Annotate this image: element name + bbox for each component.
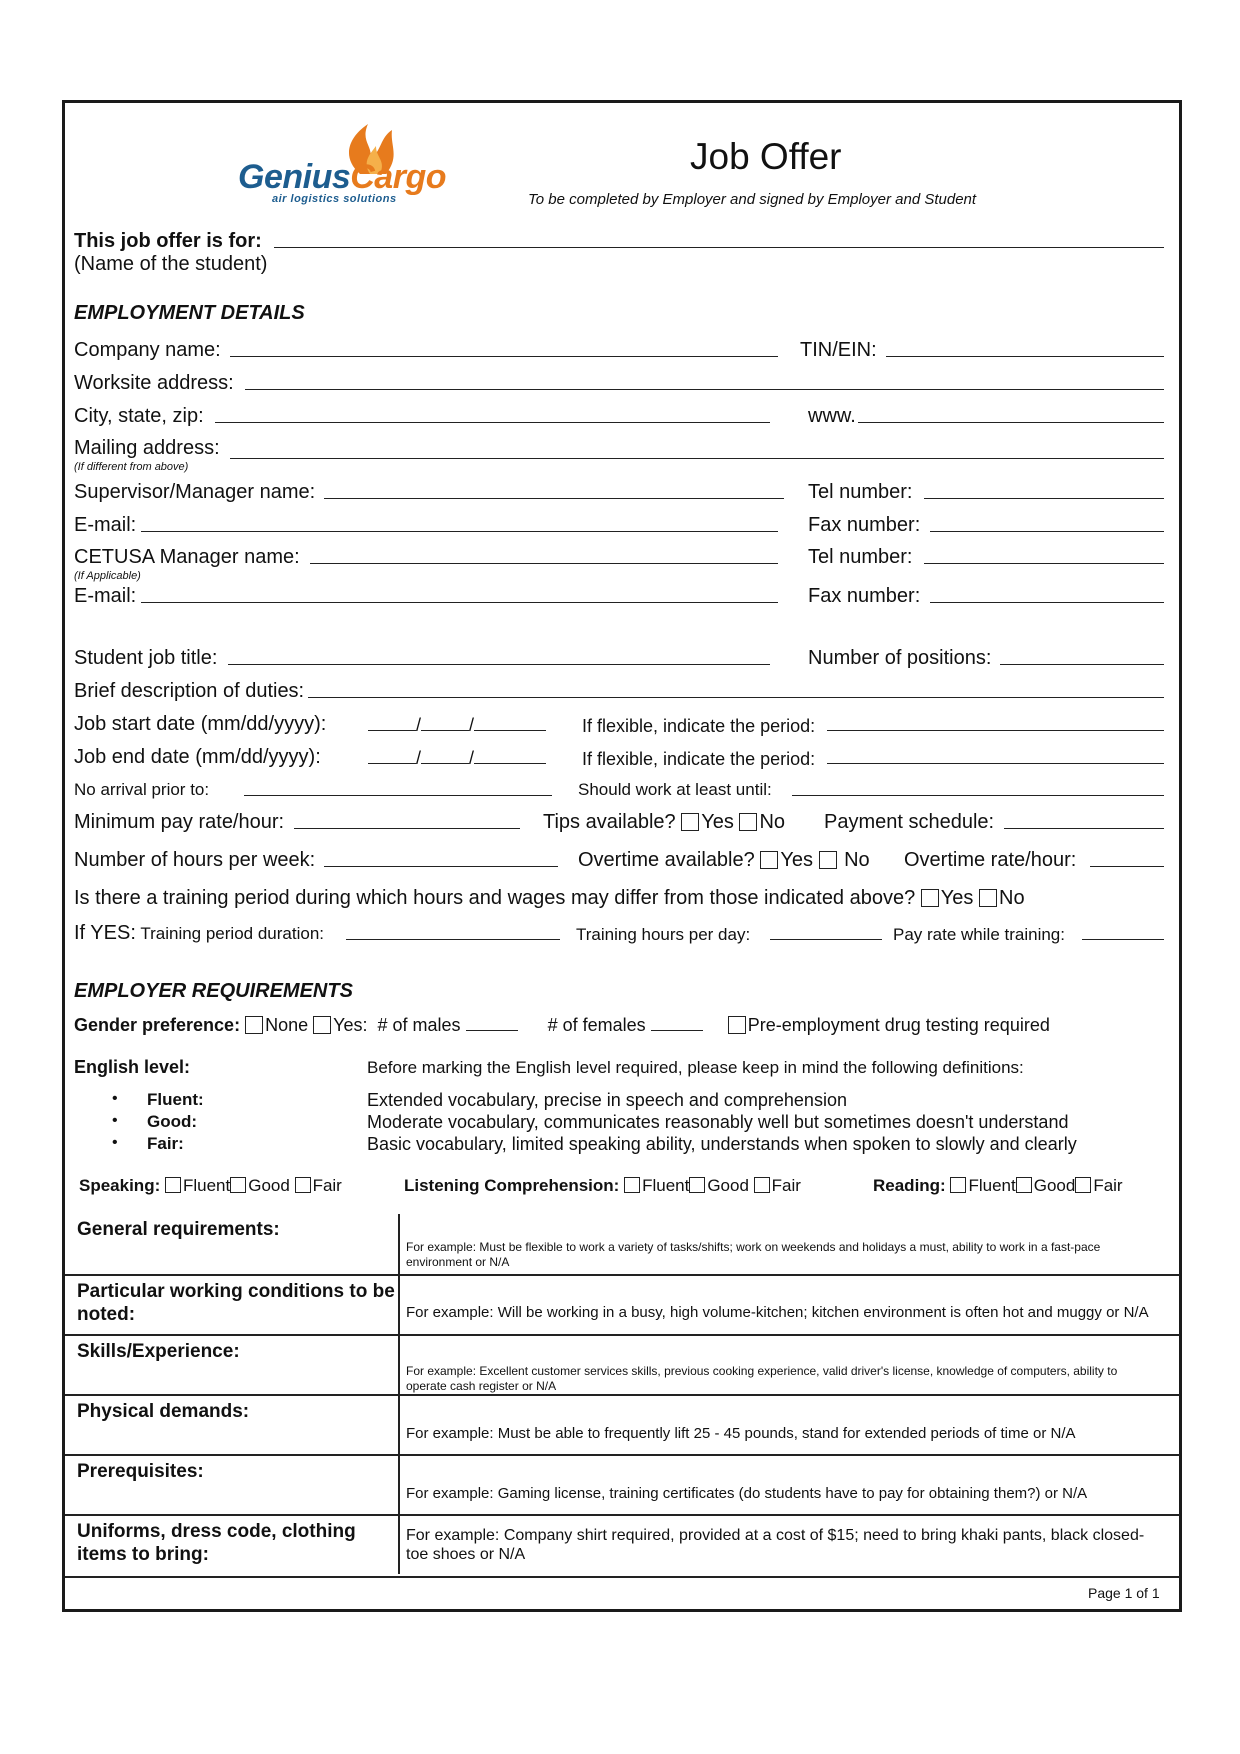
requirements-heading: EMPLOYER REQUIREMENTS: [74, 980, 353, 1002]
website-field[interactable]: [858, 405, 1164, 423]
table-row: [65, 1214, 1180, 1274]
req-desc[interactable]: For example: Must be flexible to work a variety of tasks/shifts; work on weekends and holidays a must, ability to work in a fast-pace environment or N/A: [406, 1240, 1101, 1269]
req-label: Uniforms, dress code, clothing items to bring:: [77, 1521, 356, 1565]
cetusa-label: CETUSA Manager name:: [74, 546, 300, 568]
training-question: Is there a training period during which hours and wages may differ from those indicated above? Yes No: [74, 887, 1025, 909]
gender-row: Gender preference: None Yes: # of males # of females Pre-employment drug testing required: [74, 1015, 1050, 1035]
listening-good-checkbox[interactable]: [689, 1177, 705, 1193]
start-date-field[interactable]: / /: [368, 713, 546, 736]
level-definition: Moderate vocabulary, communicates reasonably well but sometimes doesn't understand: [367, 1112, 1069, 1132]
no-arrival-field[interactable]: [244, 778, 552, 796]
req-label: Physical demands:: [77, 1401, 250, 1422]
reading-good-checkbox[interactable]: [1016, 1177, 1032, 1193]
req-desc[interactable]: For example: Company shirt required, provided at a cost of $15; need to bring khaki pants, black closed-toe shoes or N/A: [406, 1527, 1145, 1563]
overtime-yes-checkbox[interactable]: [760, 851, 778, 869]
bullet-dot: •: [112, 1112, 118, 1129]
reading-fluent-checkbox[interactable]: [950, 1177, 966, 1193]
cetusa-field[interactable]: [310, 546, 778, 564]
employment-heading: EMPLOYMENT DETAILS: [74, 302, 305, 324]
tin-field[interactable]: [886, 339, 1164, 357]
req-desc[interactable]: For example: Will be working in a busy, high volume-kitchen; kitchen environment is often hot and muggy or N/A: [406, 1304, 1149, 1321]
overtime-rate-label: Overtime rate/hour:: [904, 849, 1077, 871]
tips-no-checkbox[interactable]: [739, 813, 757, 831]
company-name-label: Company name:: [74, 339, 221, 361]
listening-row: Listening Comprehension: Fluent Good Fair: [404, 1176, 801, 1195]
page-title: Job Offer: [690, 136, 842, 177]
mailing-label: Mailing address:: [74, 437, 220, 459]
tel2-label: Tel number:: [808, 546, 913, 568]
offer-for-label: This job offer is for:: [74, 230, 262, 252]
positions-field[interactable]: [1000, 647, 1164, 665]
table-row: [65, 1334, 1180, 1396]
req-label: Particular working conditions to be noted:: [77, 1281, 395, 1325]
no-arrival-label: No arrival prior to:: [74, 780, 210, 799]
positions-label: Number of positions:: [808, 647, 992, 669]
table-row: [65, 1454, 1180, 1516]
work-until-field[interactable]: [792, 778, 1164, 796]
req-desc[interactable]: For example: Gaming license, training certificates (do students have to pay for obtaining them?) or N/A: [406, 1485, 1088, 1502]
tel1-field[interactable]: [924, 481, 1164, 499]
supervisor-label: Supervisor/Manager name:: [74, 481, 316, 503]
email1-field[interactable]: [141, 514, 778, 532]
bullet-dot: •: [112, 1134, 118, 1151]
listening-fair-checkbox[interactable]: [754, 1177, 770, 1193]
table-row: [65, 1514, 1180, 1578]
flexible2-label: If flexible, indicate the period:: [582, 749, 816, 769]
fax2-field[interactable]: [930, 585, 1164, 603]
flexible2-field[interactable]: [827, 746, 1164, 764]
cetusa-note: (If Applicable): [74, 570, 141, 582]
speaking-fluent-checkbox[interactable]: [165, 1177, 181, 1193]
drug-test-checkbox[interactable]: [728, 1016, 746, 1034]
email1-label: E-mail:: [74, 514, 137, 536]
req-label: General requirements:: [77, 1219, 280, 1240]
min-pay-field[interactable]: [294, 811, 520, 829]
hours-week-field[interactable]: [324, 849, 558, 867]
logo-wordmark: GeniusCargo: [238, 158, 446, 196]
training-hours-field[interactable]: [770, 922, 882, 940]
req-desc[interactable]: For example: Excellent customer services skills, previous cooking experience, valid driver's license, knowledge of computers, ability to operate cash register or N/A: [406, 1364, 1118, 1393]
job-title-label: Student job title:: [74, 647, 218, 669]
city-field[interactable]: [215, 405, 770, 423]
overtime-no-checkbox[interactable]: [819, 851, 837, 869]
end-date-label: Job end date (mm/dd/yyyy):: [74, 746, 321, 768]
flexible1-field[interactable]: [827, 713, 1164, 731]
tel1-label: Tel number:: [808, 481, 913, 503]
reading-row: Reading: Fluent Good Fair: [873, 1176, 1123, 1195]
payment-schedule-label: Payment schedule:: [824, 811, 995, 833]
tips-row: Tips available? Yes No: [543, 811, 786, 833]
females-field[interactable]: [651, 1013, 703, 1031]
training-yes-checkbox[interactable]: [921, 889, 939, 907]
duties-field[interactable]: [308, 680, 1164, 698]
job-title-field[interactable]: [228, 647, 770, 665]
fax2-label: Fax number:: [808, 585, 921, 607]
work-until-label: Should work at least until:: [578, 780, 772, 799]
logo-tagline: air logistics solutions: [272, 193, 397, 205]
start-date-label: Job start date (mm/dd/yyyy):: [74, 713, 327, 735]
overtime-row: Overtime available? Yes No: [578, 849, 870, 871]
males-field[interactable]: [466, 1013, 518, 1031]
gender-none-checkbox[interactable]: [245, 1016, 263, 1034]
min-pay-label: Minimum pay rate/hour:: [74, 811, 285, 833]
training-duration-field[interactable]: [346, 922, 560, 940]
worksite-label: Worksite address:: [74, 372, 234, 394]
training-pay-label: Pay rate while training:: [893, 925, 1065, 944]
table-row: [65, 1274, 1180, 1336]
speaking-fair-checkbox[interactable]: [295, 1177, 311, 1193]
city-label: City, state, zip:: [74, 405, 204, 427]
payment-schedule-field[interactable]: [1004, 811, 1164, 829]
fax1-label: Fax number:: [808, 514, 921, 536]
gender-yes-checkbox[interactable]: [313, 1016, 331, 1034]
table-row: [65, 1394, 1180, 1456]
fax1-field[interactable]: [930, 514, 1164, 532]
page-number: Page 1 of 1: [1088, 1585, 1160, 1601]
level-definition: Extended vocabulary, precise in speech and comprehension: [367, 1090, 847, 1110]
tel2-field[interactable]: [924, 546, 1164, 564]
flexible1-label: If flexible, indicate the period:: [582, 716, 816, 736]
english-level-label: English level:: [74, 1057, 191, 1077]
worksite-field[interactable]: [245, 372, 1164, 390]
hours-week-label: Number of hours per week:: [74, 849, 316, 871]
tin-label: TIN/EIN:: [800, 339, 877, 361]
www-label: www.: [808, 405, 856, 427]
level-name: Good:: [147, 1112, 198, 1131]
speaking-good-checkbox[interactable]: [230, 1177, 246, 1193]
mailing-note: (If different from above): [74, 461, 189, 473]
duties-label: Brief description of duties:: [74, 680, 305, 702]
page-subtitle: To be completed by Employer and signed by Employer and Student: [528, 191, 977, 208]
overtime-rate-field[interactable]: [1090, 849, 1164, 867]
tips-yes-checkbox[interactable]: [681, 813, 699, 831]
student-name-field[interactable]: [274, 230, 1164, 248]
req-desc[interactable]: For example: Must be able to frequently lift 25 - 45 pounds, stand for extended periods of time or N/A: [406, 1425, 1076, 1442]
company-name-field[interactable]: [230, 339, 778, 357]
english-intro: Before marking the English level required, please keep in mind the following definitions:: [367, 1058, 1024, 1077]
speaking-row: Speaking: Fluent Good Fair: [79, 1176, 342, 1195]
level-name: Fair:: [147, 1134, 184, 1153]
req-label: Prerequisites:: [77, 1461, 204, 1482]
if-yes-row: If YES: Training period duration:: [74, 922, 324, 944]
training-no-checkbox[interactable]: [979, 889, 997, 907]
reading-fair-checkbox[interactable]: [1075, 1177, 1091, 1193]
supervisor-field[interactable]: [324, 481, 784, 499]
training-pay-field[interactable]: [1082, 922, 1164, 940]
email2-field[interactable]: [141, 585, 778, 603]
genius-cargo-logo: [238, 116, 468, 206]
email2-label: E-mail:: [74, 585, 137, 607]
mailing-field[interactable]: [230, 441, 1164, 459]
offer-for-note: (Name of the student): [74, 253, 268, 275]
listening-fluent-checkbox[interactable]: [624, 1177, 640, 1193]
bullet-dot: •: [112, 1090, 118, 1107]
level-definition: Basic vocabulary, limited speaking ability, understands when spoken to slowly and clearly: [367, 1134, 1077, 1154]
training-hours-label: Training hours per day:: [576, 925, 751, 944]
level-name: Fluent:: [147, 1090, 204, 1109]
end-date-field[interactable]: / /: [368, 746, 546, 769]
req-label: Skills/Experience:: [77, 1341, 240, 1362]
